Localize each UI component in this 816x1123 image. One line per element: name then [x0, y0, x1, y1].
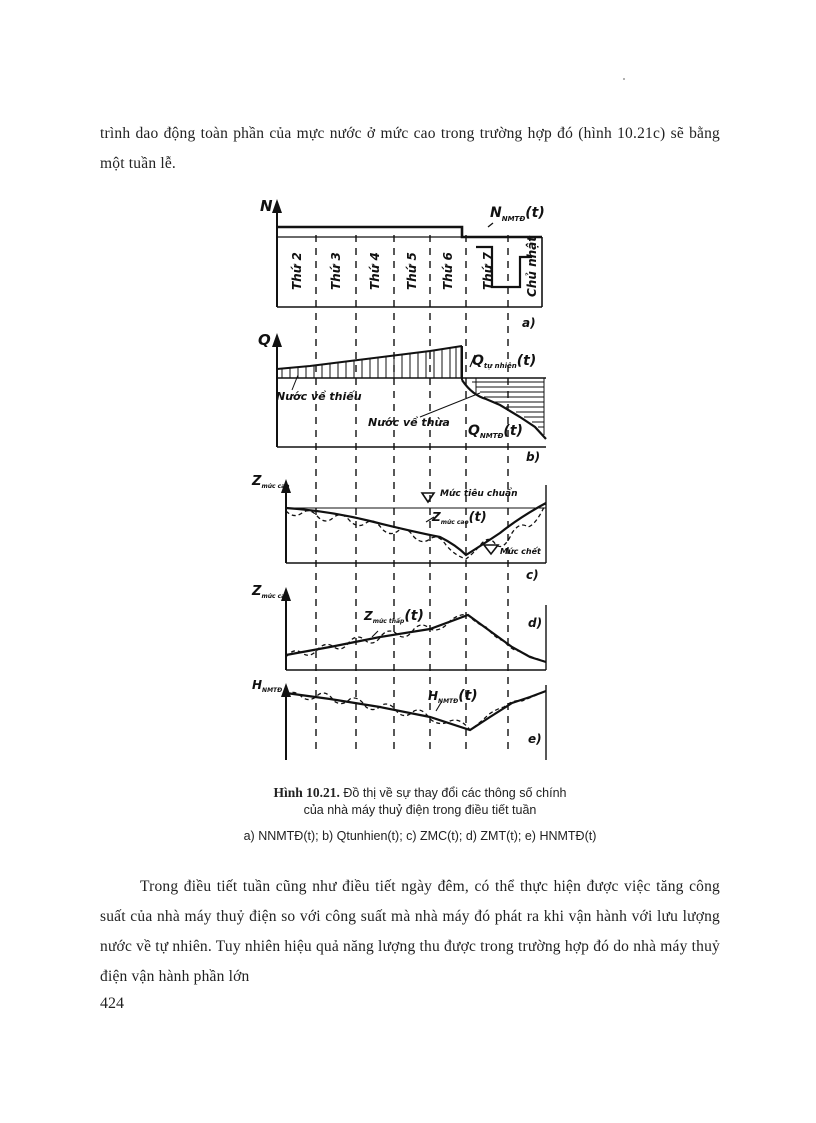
day-label-mon: Thứ 2	[290, 252, 304, 290]
day-label-sat: Thứ 7	[481, 252, 495, 290]
surplus-label: Nước về thừa	[368, 416, 450, 429]
panel-c-tag: c)	[526, 568, 539, 582]
caption-line1: Đồ thị về sự thay đổi các thông số chính	[343, 786, 567, 800]
figure-caption	[160, 784, 680, 819]
page-number: 424	[100, 995, 124, 1012]
panel-e-curve-label: HNMTĐ(t)	[428, 688, 478, 705]
speck	[623, 78, 625, 80]
day-label-wed: Thứ 4	[368, 252, 382, 290]
panel-c	[251, 474, 546, 582]
panel-d-axis-label: Zmức cao	[252, 584, 290, 600]
panel-b-natural-label: Qtự nhiên(t)	[472, 353, 537, 370]
panel-c-axis-label: Zmức cao	[252, 474, 290, 490]
panel-b-tag: b)	[526, 450, 541, 464]
paragraph-bottom	[100, 872, 720, 992]
panel-a-tag: a)	[522, 316, 536, 330]
panel-a	[260, 197, 545, 330]
day-label-sun: Chủ nhật	[525, 236, 539, 297]
day-label-tue: Thứ 3	[329, 252, 343, 290]
caption-number: Hình 10.21.	[273, 785, 340, 800]
panel-e-axis-label: HNMTĐ	[252, 678, 283, 694]
paragraph-top	[100, 119, 720, 179]
paragraph-top-text: trình dao động toàn phần của mực nước ở mức cao trong trường hợp đó (hình 10.21c) sẽ bằng một tuần lễ.	[100, 125, 720, 172]
paragraph-bottom-text: Trong điều tiết tuần cũng như điều tiết ngày đêm, có thể thực hiện được việc tăng công suất của nhà máy thuỷ điện so với công suất mà nhà máy đó phát ra khi vận hành với lưu lượng nước về tự nhiên. Tuy nhiên hiệu quả năng lượng thu được trong trường hợp đó do nhà máy thuỷ điện vận hành phần lớn	[100, 878, 720, 985]
figure-10-21	[250, 195, 570, 765]
normal-level-label: Mức tiêu chuẩn	[440, 489, 518, 499]
panel-b	[258, 331, 546, 464]
deficit-label: Nước về thiếu	[276, 390, 362, 403]
dead-level-label: Mức chết	[500, 547, 541, 556]
panel-c-curve-label: Zmức cao(t)	[432, 510, 487, 526]
day-label-thu: Thứ 5	[405, 252, 419, 290]
caption-items: a) NNMTĐ(t); b) Qtunhien(t); c) ZMC(t); d) ZMT(t); e) HNMTĐ(t)	[243, 829, 597, 843]
day-label-fri: Thứ 6	[441, 252, 455, 290]
panel-d	[251, 584, 546, 670]
panel-a-curve-label: $N_{NMTĐ}(t)$	[490, 205, 545, 223]
panel-e-tag: e)	[528, 732, 542, 746]
panel-a-axis-label: N	[260, 197, 273, 215]
caption-line2: của nhà máy thuỷ điện trong điều tiết tuần	[303, 803, 537, 817]
panel-e	[252, 678, 546, 760]
panel-b-axis-label: Q	[258, 331, 271, 349]
panel-d-curve-label: Zmức thấp(t)	[364, 608, 424, 625]
panel-b-plant-label: QNMTĐ(t)	[468, 423, 523, 440]
panel-d-tag: d)	[528, 616, 543, 630]
